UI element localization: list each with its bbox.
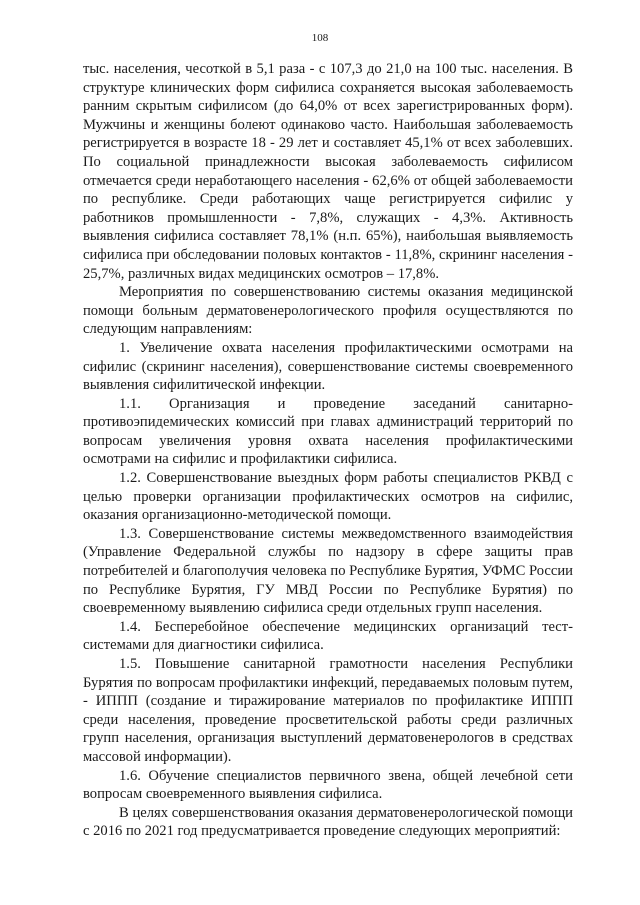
page-number: 108 [311, 32, 329, 44]
paragraph-item-1: 1. Увеличение охвата населения профилактическими осмотрами на сифилис (скрининг населения), совершенствование системы своевременного выявления сифилитической инфекции. [83, 339, 573, 394]
paragraph-item-1-1: 1.1. Организация и проведение заседаний санитарно-противоэпидемических комиссий при главах администраций территорий по вопросам увеличения уровня охвата населения профилактическими осмотрами на сифилис и профилактики сифилиса. [83, 395, 573, 468]
paragraph-item-1-6: 1.6. Обучение специалистов первичного звена, общей лечебной сети вопросам своевременного выявления сифилиса. [83, 767, 573, 803]
paragraph-item-1-3: 1.3. Совершенствование системы межведомственного взаимодействия (Управление Федеральной службы по надзору в сфере защиты прав потребителей и благополучия человека по Республике Бурятия, УФМС России по Республике Бурятия, ГУ МВД России по Республике Бурятия) по своевременному выявлению сифилиса среди отдельных групп населения. [83, 525, 573, 617]
paragraph-item-1-4: 1.4. Бесперебойное обеспечение медицинских организаций тест-системами для диагностики сифилиса. [83, 618, 573, 654]
paragraph-continuation: тыс. населения, чесоткой в 5,1 раза - с 107,3 до 21,0 на 100 тыс. населения. В структуре клинических форм сифилиса сохраняется высокая заболеваемость ранним скрытым сифилисом (до 64,0% от всех зарегистрированных форм). Мужчины и женщины болеют одинаково часто. Наибольшая заболеваемость регистрируется в возрасте 18 - 29 лет и составляет 45,1% от всех заболевших. По социальной принадлежности высокая заболеваемость сифилисом отмечается среди неработающего населения - 62,6% от общей заболеваемости по республике. Среди работающих чаще регистрируется сифилис у работников промышленности - 7,8%, служащих - 4,3%. Активность выявления сифилиса составляет 78,1% (н.п. 65%), наибольшая выявляемость сифилиса при обследовании половых контактов - 11,8%, скрининг населения - 25,7%, различных видах медицинских осмотров – 17,8%. [83, 61, 573, 282]
document-body [83, 60, 573, 841]
paragraph-item-1-2: 1.2. Совершенствование выездных форм работы специалистов РКВД с целью проверки организации профилактических осмотров на сифилис, оказания организационно-методической помощи. [83, 470, 573, 524]
paragraph-closing: В целях совершенствования оказания дерматовенерологической помощи с 2016 по 2021 год предусматривается проведение следующих мероприятий: [83, 804, 573, 840]
paragraph-measures-intro: Мероприятия по совершенствованию системы оказания медицинской помощи больным дерматовенерологического профиля осуществляются по следующим направлениям: [83, 284, 573, 338]
paragraph-item-1-5: 1.5. Повышение санитарной грамотности населения Республики Бурятия по вопросам профилактики инфекций, передаваемых половым путем, - ИППП (создание и тиражирование материалов по профилактике ИППП среди населения, проведение просветительской работы среди различных групп населения, организация выступлений дерматовенерологов в средствах массовой информации). [83, 656, 573, 765]
